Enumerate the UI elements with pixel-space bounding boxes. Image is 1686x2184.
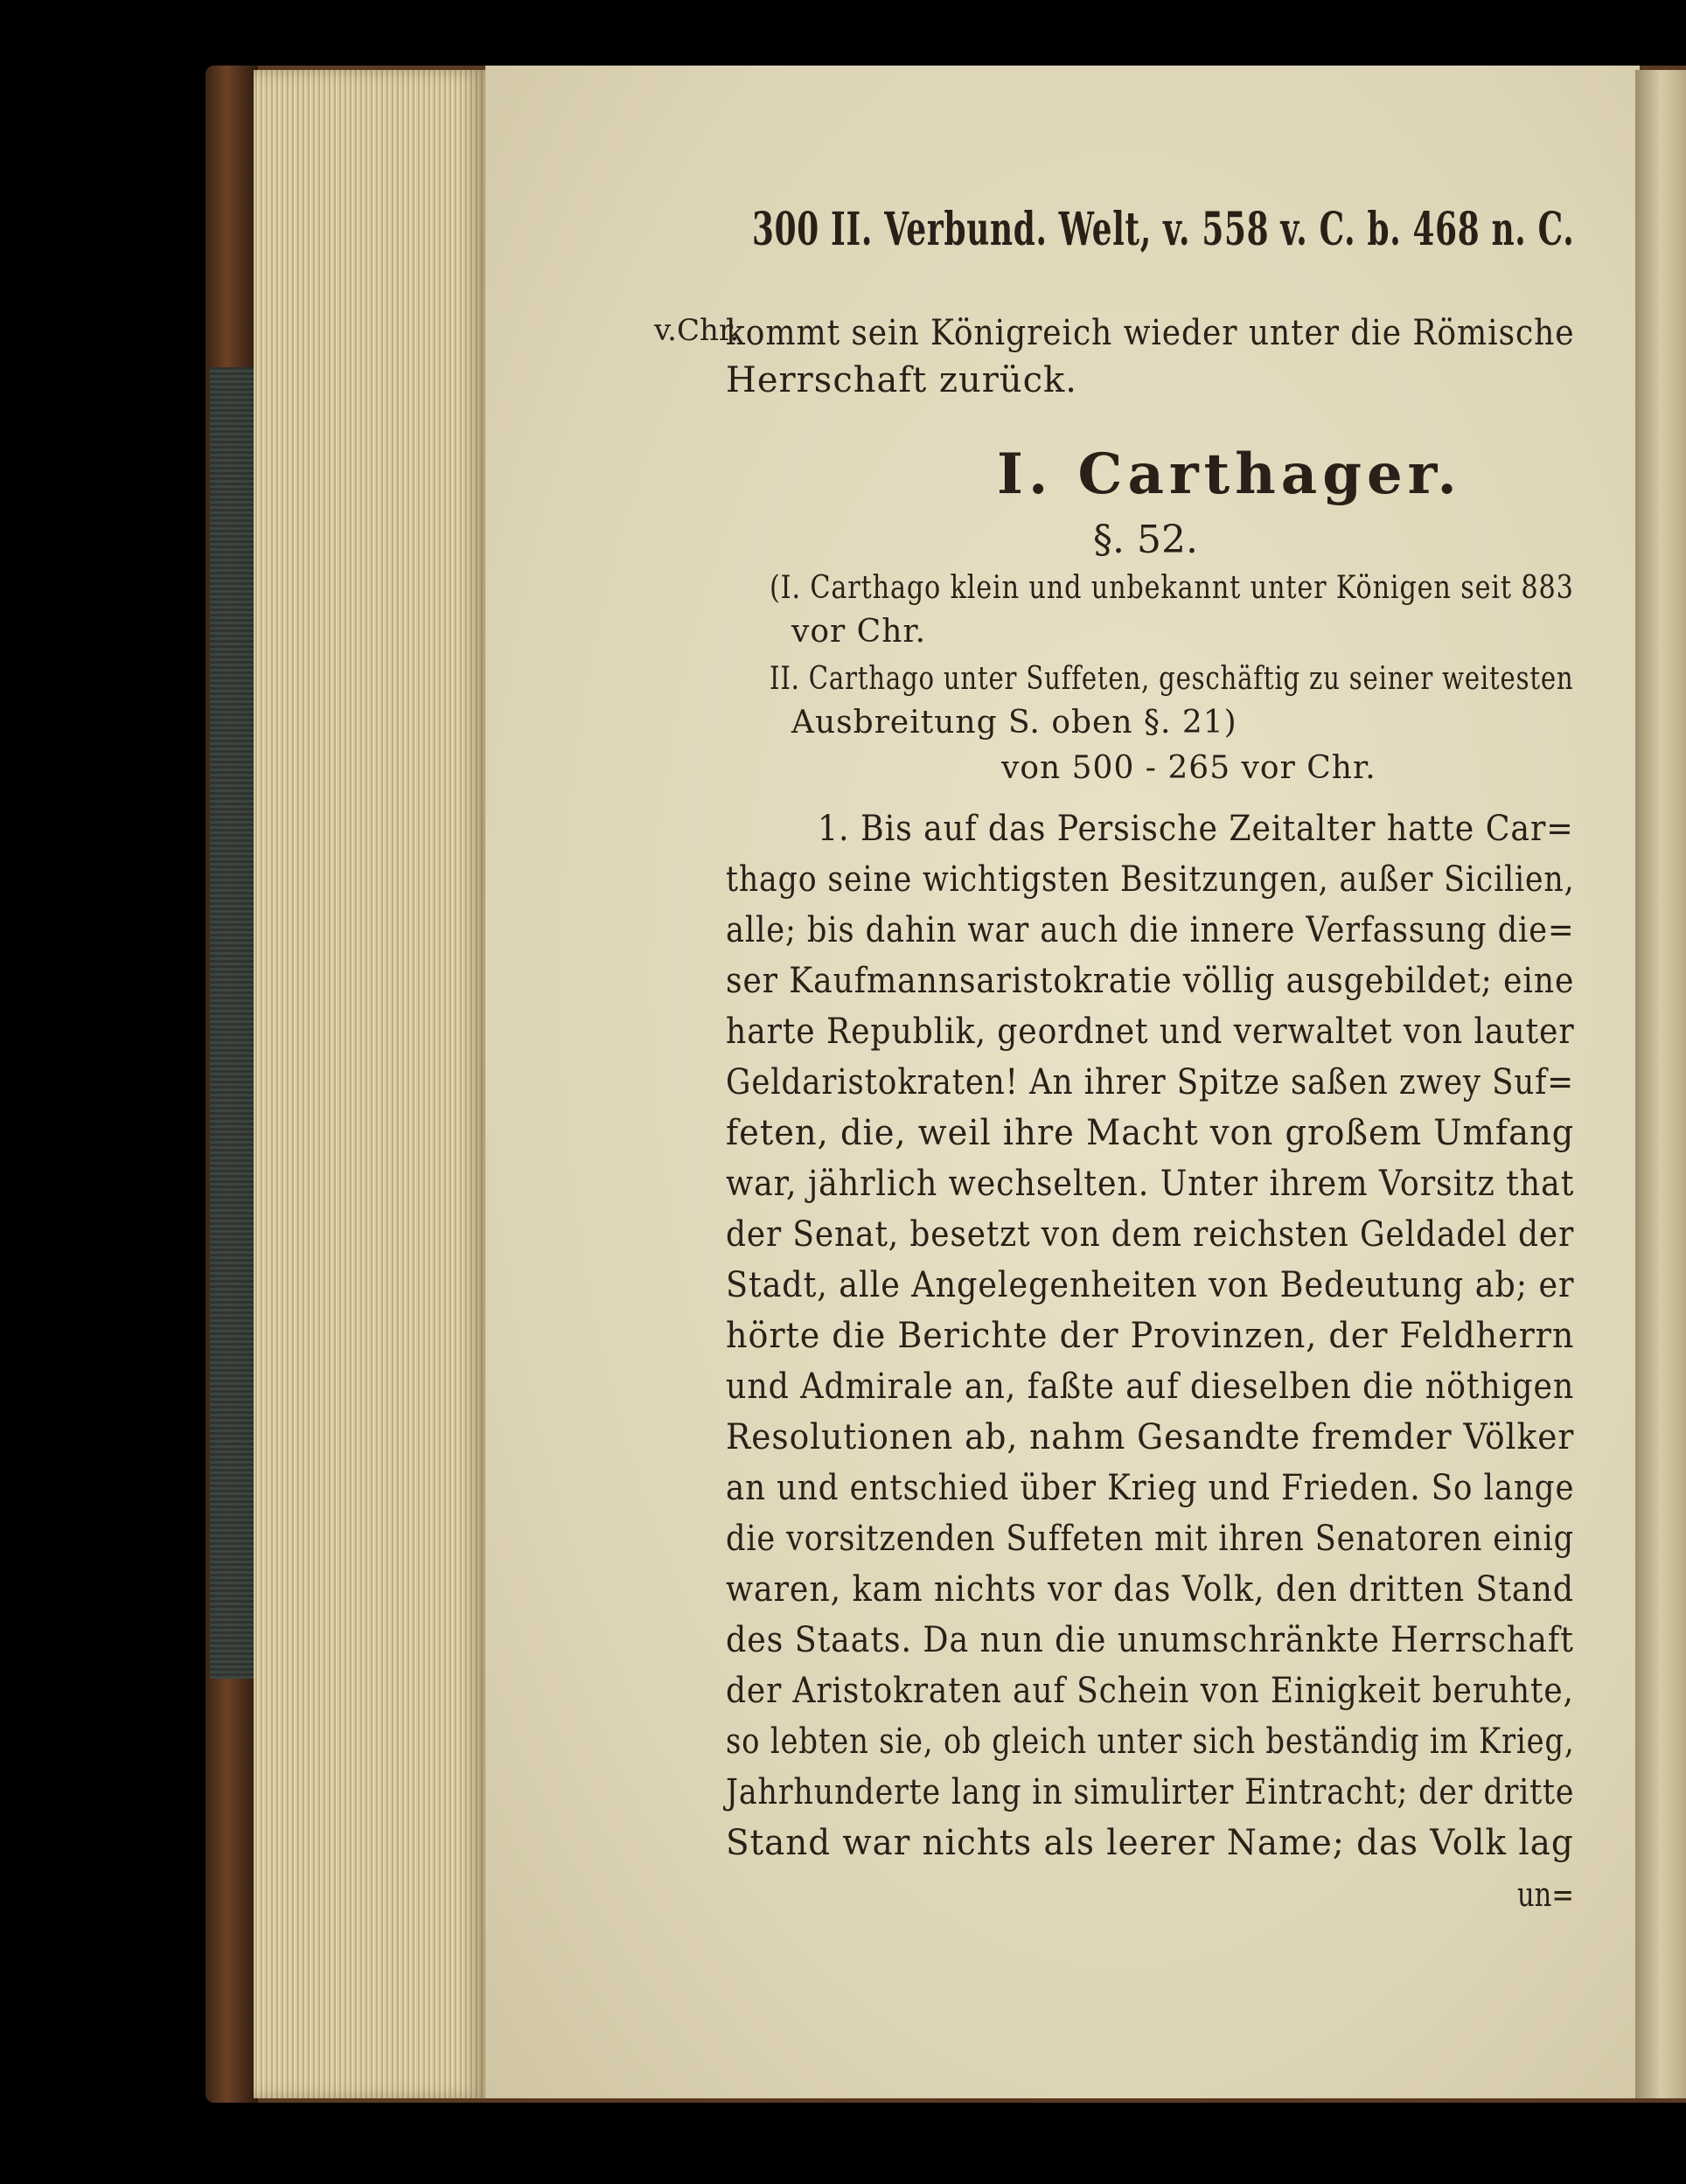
body-line: Resolutionen ab, nahm Gesandte fremder Völker xyxy=(726,1417,1575,1457)
intro-line: kommt sein Königreich wieder unter die Römische xyxy=(726,313,1575,353)
page-edges xyxy=(254,70,485,2098)
summary-line: Ausbreitung S. oben §. 21) xyxy=(791,705,1237,741)
summary-line: vor Chr. xyxy=(791,614,927,650)
catchword: un= xyxy=(1517,1875,1574,1914)
body-line: der Aristokraten auf Schein von Einigkeit beruhte, xyxy=(726,1671,1574,1711)
body-line: so lebten sie, ob gleich unter sich beständig im Krieg, xyxy=(726,1721,1575,1762)
body-line: feten, die, weil ihre Macht von großem Umfang xyxy=(726,1113,1575,1153)
body-line: und Admirale an, faßte auf dieselben die nöthigen xyxy=(726,1367,1575,1407)
body-line: hörte die Berichte der Provinzen, der Feldherrn xyxy=(726,1316,1575,1356)
section-number: §. 52. xyxy=(1093,518,1198,562)
body-line: des Staats. Da nun die unumschränkte Herrschaft xyxy=(726,1620,1574,1660)
spine-cloth xyxy=(210,367,255,1679)
body-line: Stadt, alle Angelegenheiten von Bedeutung ab; er xyxy=(726,1265,1575,1305)
body-line: ser Kaufmannsaristokratie völlig ausgebildet; eine xyxy=(726,961,1575,1001)
body-line: alle; bis dahin war auch die innere Verfassung die= xyxy=(726,910,1575,950)
body-line: an und entschied über Krieg und Frieden. So lange xyxy=(726,1468,1575,1508)
body-line: die vorsitzenden Suffeten mit ihren Senatoren einig xyxy=(726,1519,1574,1559)
summary-line: II. Carthago unter Suffeten, geschäftig zu seiner weitesten xyxy=(770,661,1574,697)
summary-line: (I. Carthago klein und unbekannt unter Königen seit 883 xyxy=(770,570,1574,606)
facing-page-edge xyxy=(1635,70,1686,2098)
body-line: Jahrhunderte lang in simulirter Eintracht; der dritte xyxy=(726,1772,1575,1812)
chapter-title: I. Carthager. xyxy=(997,442,1462,507)
body-line: harte Republik, geordnet und verwaltet von lauter xyxy=(726,1012,1575,1052)
body-line: der Senat, besetzt von dem reichsten Geldadel der xyxy=(726,1214,1575,1255)
intro-line: Herrschaft zurück. xyxy=(726,360,1078,400)
body-line: thago seine wichtigsten Besitzungen, außer Sicilien, xyxy=(726,859,1575,900)
body-line: war, jährlich wechselten. Unter ihrem Vorsitz that xyxy=(726,1164,1575,1204)
margin-note: v.Chr. xyxy=(654,313,740,348)
body-line: 1. Bis auf das Persische Zeitalter hatte Car= xyxy=(818,809,1574,849)
body-line: Stand war nichts als leerer Name; das Volk lag xyxy=(726,1823,1574,1863)
body-line: Geldaristokraten! An ihrer Spitze saßen zwey Suf= xyxy=(726,1062,1575,1102)
body-line: waren, kam nichts vor das Volk, den dritten Stand xyxy=(726,1569,1574,1610)
running-header: 300 II. Verbund. Welt, v. 558 v. C. b. 468 n. C. xyxy=(752,203,1575,256)
summary-line: von 500 - 265 vor Chr. xyxy=(1001,750,1376,786)
